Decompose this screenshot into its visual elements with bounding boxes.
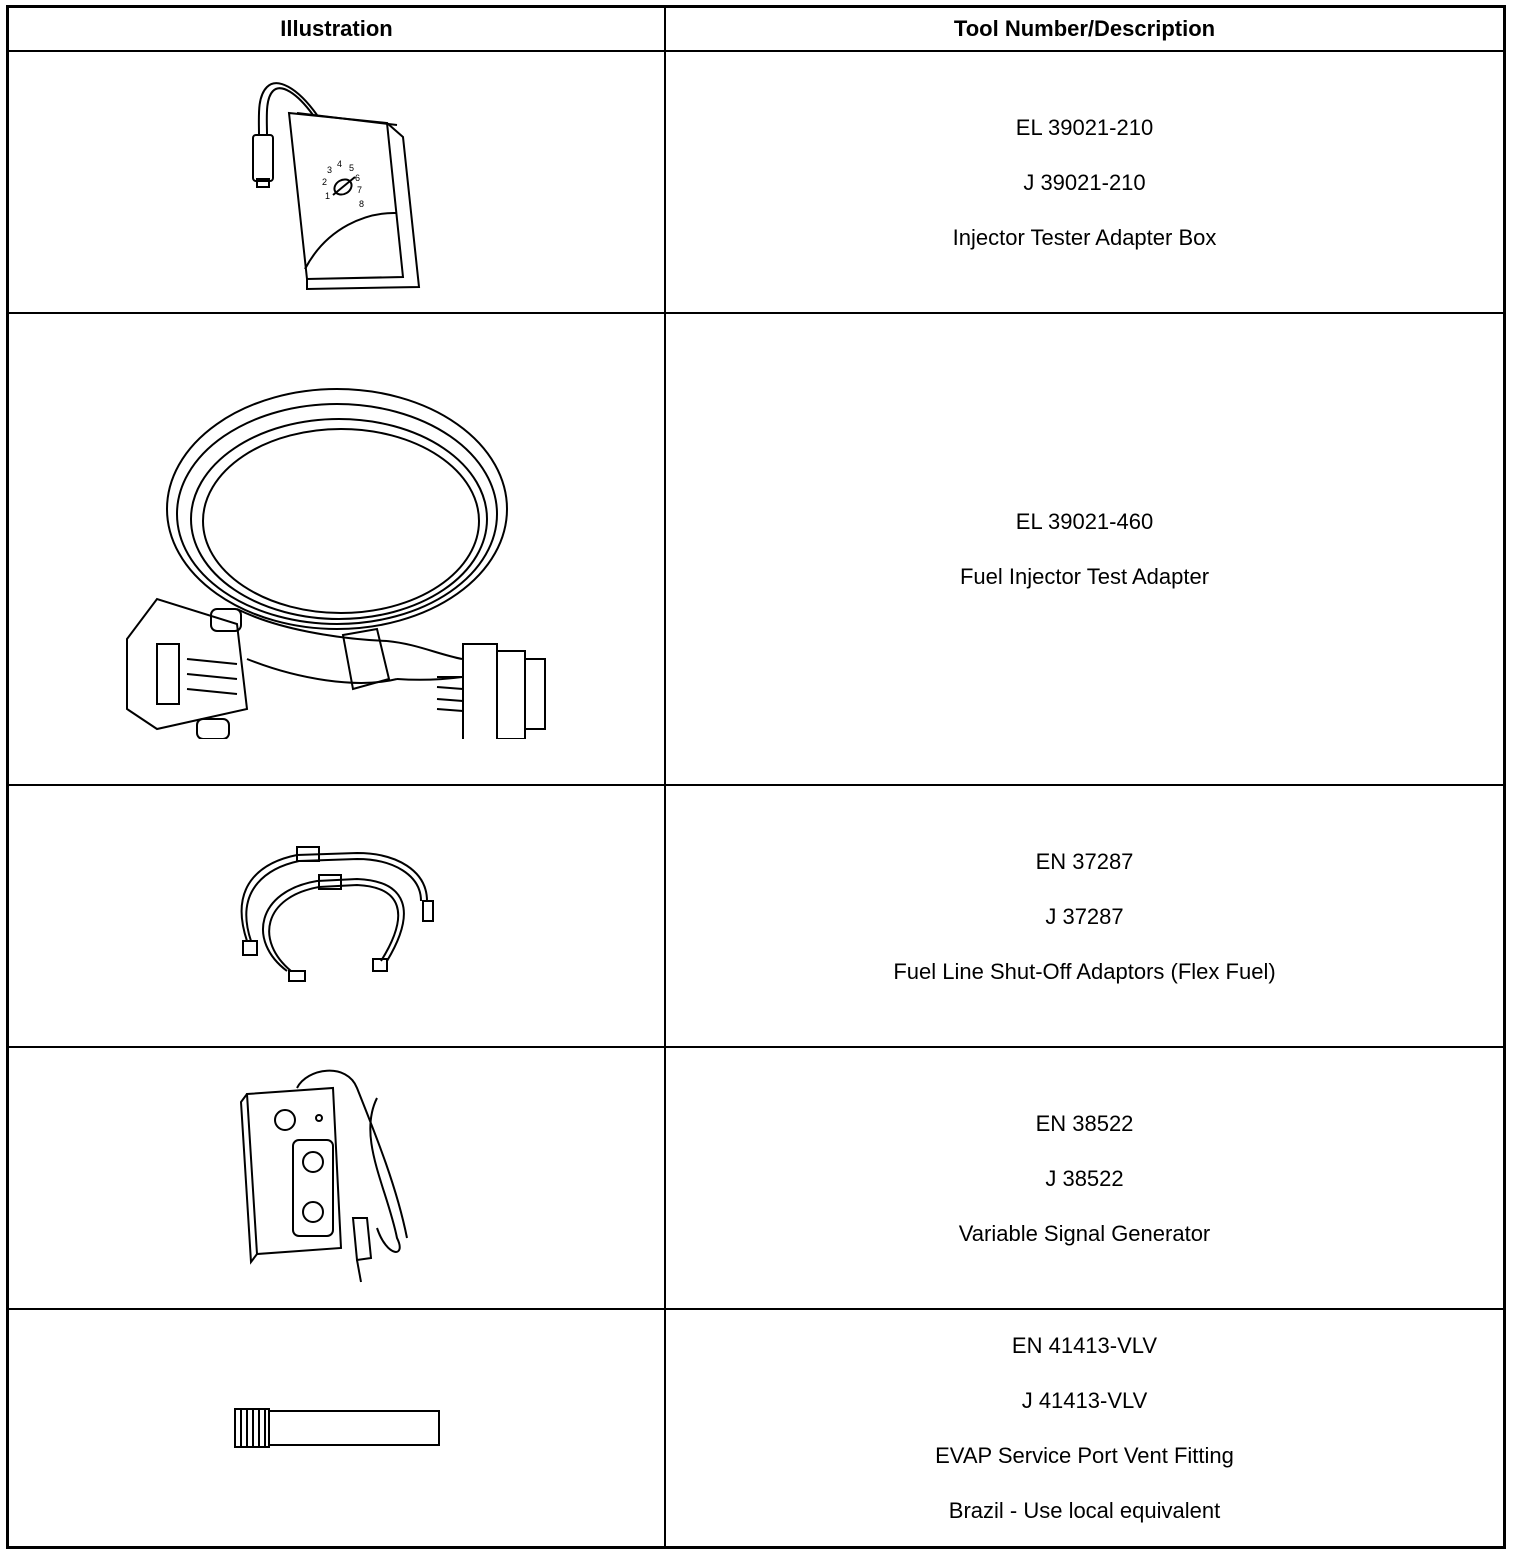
tool-number: J 39021-210: [1023, 169, 1146, 195]
dial-number: 5: [348, 163, 354, 173]
signal-generator-icon: [237, 1058, 437, 1298]
adapter-box-icon: [237, 67, 437, 297]
tool-number: J 38522: [1045, 1165, 1124, 1191]
description-cell: [666, 52, 1503, 312]
tool-number: J 37287: [1045, 903, 1124, 929]
tool-description: EVAP Service Port Vent Fitting: [935, 1443, 1234, 1468]
tool-number: EL 39021-210: [1015, 114, 1154, 140]
illustration-cell: [9, 52, 664, 312]
header-illustration: Illustration: [280, 16, 393, 41]
table-row: [9, 1048, 1503, 1308]
illustration-cell: [9, 786, 664, 1046]
illustration-cell: [9, 1048, 664, 1308]
dial-number: 2: [321, 177, 327, 187]
fuel-line-adaptors-icon: [227, 841, 447, 991]
tool-description: Injector Tester Adapter Box: [952, 224, 1217, 250]
illustration-cell: [9, 314, 664, 784]
dial-number: 6: [354, 173, 360, 183]
dial-number: 7: [356, 185, 362, 195]
dial-number: 3: [326, 165, 332, 175]
vent-fitting-icon: [227, 1403, 447, 1453]
coiled-cable-adapter-icon: [117, 359, 557, 739]
tool-description: Variable Signal Generator: [958, 1220, 1211, 1246]
tool-description: Fuel Line Shut-Off Adaptors (Flex Fuel): [893, 958, 1276, 984]
table-row: [9, 1310, 1503, 1546]
table-row: [9, 786, 1503, 1046]
illustration-cell: [9, 1310, 664, 1546]
tools-table: [6, 5, 1506, 1549]
tool-note: Brazil - Use local equivalent: [948, 1498, 1221, 1523]
description-cell: [666, 314, 1503, 784]
header-description: Tool Number/Description: [953, 16, 1216, 41]
description-cell: [666, 1310, 1503, 1546]
table-row: [9, 52, 1503, 312]
table-row: [9, 314, 1503, 784]
tool-number: EN 37287: [1035, 848, 1134, 874]
dial-number: 1: [324, 191, 330, 201]
tool-number: EL 39021-460: [1015, 509, 1154, 534]
tool-number: J 41413-VLV: [1021, 1388, 1148, 1413]
tool-number: EN 41413-VLV: [1011, 1333, 1158, 1358]
tool-number: EN 38522: [1035, 1110, 1134, 1136]
dial-number: 8: [358, 199, 364, 209]
description-cell: [666, 786, 1503, 1046]
tool-description: Fuel Injector Test Adapter: [959, 564, 1210, 589]
dial-number: 4: [336, 159, 342, 169]
description-cell: [666, 1048, 1503, 1308]
